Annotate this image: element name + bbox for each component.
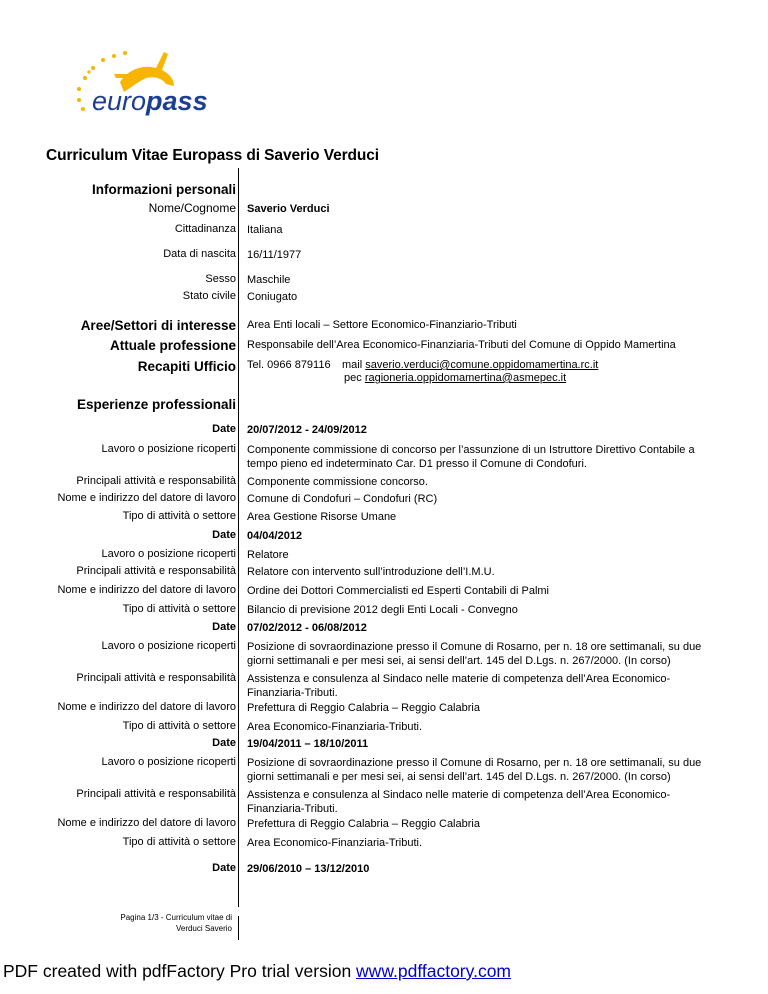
entry-activities: Componente commissione concorso. bbox=[247, 476, 428, 488]
pdffactory-link[interactable]: www.pdffactory.com bbox=[356, 961, 512, 981]
label-sex: Sesso bbox=[205, 273, 236, 285]
contact-mail-row bbox=[342, 358, 722, 372]
label-activities: Principali attività e responsabilità bbox=[76, 565, 236, 577]
label-birthdate: Data di nascita bbox=[163, 248, 236, 260]
label-activities: Principali attività e responsabilità bbox=[76, 475, 236, 487]
label-sector: Tipo di attività o settore bbox=[122, 836, 236, 848]
label-date: Date bbox=[212, 621, 236, 633]
entry-position: Relatore bbox=[247, 549, 289, 561]
mail-link[interactable]: saverio.verduci@comune.oppidomamertina.rc.it bbox=[365, 359, 599, 371]
pec-prefix: pec bbox=[344, 372, 362, 384]
entry-employer: Ordine dei Dottori Commercialisti ed Esperti Contabili di Palmi bbox=[247, 585, 550, 597]
mail-prefix: mail bbox=[342, 359, 363, 371]
value-sex: Maschile bbox=[247, 274, 291, 286]
entry-activities: Assistenza e consulenza al Sindaco nelle materie di competenza dell’Area Economico-Finanziaria-Tributi. bbox=[247, 673, 671, 699]
entry-activities: Assistenza e consulenza al Sindaco nelle materie di competenza dell’Area Economico-Finanziaria-Tributi. bbox=[247, 789, 671, 815]
contact-tel: Tel. 0966 879116 bbox=[247, 359, 331, 371]
label-date: Date bbox=[212, 529, 236, 541]
label-position: Lavoro o posizione ricoperti bbox=[101, 640, 236, 652]
label-date: Date bbox=[212, 862, 236, 874]
entry-date: 29/06/2010 – 13/12/2010 bbox=[247, 863, 370, 875]
label-position: Lavoro o posizione ricoperti bbox=[101, 443, 236, 455]
label-date: Date bbox=[212, 737, 236, 749]
page-footer-line2: Verduci Saverio bbox=[175, 923, 232, 933]
entry-employer: Prefettura di Reggio Calabria – Reggio Calabria bbox=[247, 818, 480, 830]
value-citizenship: Italiana bbox=[247, 224, 283, 236]
entry-sector: Area Gestione Risorse Umane bbox=[247, 511, 397, 523]
value-profession: Responsabile dell’Area Economico-Finanziaria-Tributi del Comune di Oppido Mamertina bbox=[247, 339, 676, 351]
value-civil-status: Coniugato bbox=[247, 291, 298, 303]
entry-position: Posizione di sovraordinazione presso il Comune di Rosarno, per n. 18 ore settimanali, su due giorni settimanali e per mesi sei, ai sensi dell’art. 145 del D.Lgs. n. 267/2000. (In corso) bbox=[247, 641, 702, 667]
label-sector: Tipo di attività o settore bbox=[122, 720, 236, 732]
contact-pec-row bbox=[344, 371, 724, 385]
entry-position: Posizione di sovraordinazione presso il Comune di Rosarno, per n. 18 ore settimanali, su due giorni settimanali e per mesi sei, ai sensi dell’art. 145 del D.Lgs. n. 267/2000. (In corso) bbox=[247, 757, 702, 783]
label-activities: Principali attività e responsabilità bbox=[76, 788, 236, 800]
label-position: Lavoro o posizione ricoperti bbox=[101, 756, 236, 768]
label-name: Nome/Cognome bbox=[148, 201, 236, 215]
label-profession: Attuale professione bbox=[109, 338, 236, 353]
footer-divider bbox=[238, 916, 239, 940]
entry-sector: Area Economico-Finanziaria-Tributi. bbox=[247, 837, 423, 849]
label-civil-status: Stato civile bbox=[182, 290, 236, 302]
label-areas: Aree/Settori di interesse bbox=[80, 318, 236, 333]
label-sector: Tipo di attività o settore bbox=[122, 603, 236, 615]
value-name: Saverio Verduci bbox=[247, 203, 330, 215]
page-footer-line1: Pagina 1/3 - Curriculum vitae di bbox=[120, 913, 232, 922]
label-sector: Tipo di attività o settore bbox=[122, 510, 236, 522]
pdf-banner-text: PDF created with pdfFactory Pro trial version bbox=[3, 961, 357, 981]
label-employer: Nome e indirizzo del datore di lavoro bbox=[57, 584, 236, 596]
label-employer: Nome e indirizzo del datore di lavoro bbox=[57, 492, 236, 504]
pdf-watermark-banner bbox=[3, 961, 511, 982]
runner-arm-icon bbox=[114, 74, 132, 78]
page-footer bbox=[72, 913, 232, 934]
label-position: Lavoro o posizione ricoperti bbox=[101, 548, 236, 560]
value-birthdate: 16/11/1977 bbox=[247, 249, 302, 261]
label-citizenship: Cittadinanza bbox=[174, 223, 236, 235]
label-employer: Nome e indirizzo del datore di lavoro bbox=[57, 701, 236, 713]
entry-date: 19/04/2011 – 18/10/2011 bbox=[247, 738, 369, 750]
column-divider bbox=[238, 168, 239, 907]
entry-date: 20/07/2012 - 24/09/2012 bbox=[247, 424, 367, 436]
label-activities: Principali attività e responsabilità bbox=[76, 672, 236, 684]
entry-position: Componente commissione di concorso per l’assunzione di un Istruttore Direttivo Contabile a tempo pieno ed indeterminato Car. D1 presso il Comune di Condofuri. bbox=[247, 444, 695, 470]
europass-logo bbox=[70, 48, 220, 120]
europass-logo-graphic bbox=[70, 48, 220, 120]
entry-date: 04/04/2012 bbox=[247, 530, 303, 542]
pec-link[interactable]: ragioneria.oppidomamertina@asmepec.it bbox=[364, 372, 567, 384]
entry-employer: Comune di Condofuri – Condofuri (RC) bbox=[247, 493, 438, 505]
entry-employer: Prefettura di Reggio Calabria – Reggio Calabria bbox=[247, 702, 480, 714]
label-office-contacts: Recapiti Ufficio bbox=[137, 359, 236, 374]
experience-heading: Esperienze professionali bbox=[76, 397, 236, 412]
entry-date: 07/02/2012 - 06/08/2012 bbox=[247, 622, 367, 634]
value-areas: Area Enti locali – Settore Economico-Finanziario-Tributi bbox=[247, 319, 517, 331]
label-employer: Nome e indirizzo del datore di lavoro bbox=[57, 817, 236, 829]
logo-text: europass bbox=[92, 86, 208, 116]
entry-sector: Bilancio di previsione 2012 degli Enti Locali - Convegno bbox=[247, 604, 518, 616]
entry-activities: Relatore con intervento sull’introduzione dell’I.M.U. bbox=[247, 566, 495, 578]
label-date: Date bbox=[212, 423, 236, 435]
personal-info-heading: Informazioni personali bbox=[91, 182, 236, 197]
document-title: Curriculum Vitae Europass di Saverio Verduci bbox=[46, 147, 379, 164]
entry-sector: Area Economico-Finanziaria-Tributi. bbox=[247, 721, 423, 733]
